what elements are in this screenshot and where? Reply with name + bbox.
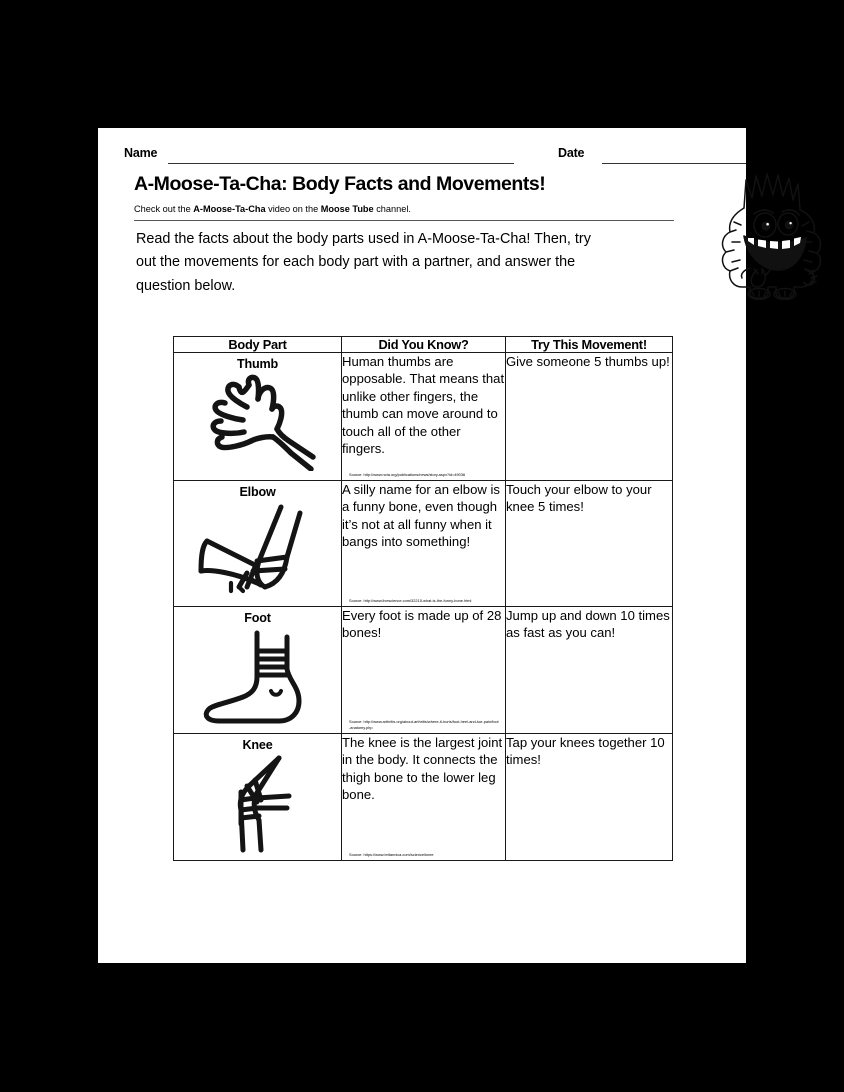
date-write-line[interactable] <box>602 163 746 164</box>
table-row <box>174 734 673 861</box>
body-part-label: Foot <box>244 611 271 625</box>
table-row <box>174 607 673 734</box>
movement-text: Give someone 5 thumbs up! <box>506 354 670 369</box>
date-label: Date <box>558 146 585 160</box>
fact-cell-foot <box>342 607 506 734</box>
movement-text: Jump up and down 10 times as fast as you can! <box>506 608 670 641</box>
fact-source: Source: https://www.britannica.com/science/knee <box>349 851 434 857</box>
fact-text: Every foot is made up of 28 bones! <box>342 608 502 641</box>
movement-text: Tap your knees together 10 times! <box>506 735 665 768</box>
movement-cell-knee <box>506 734 673 861</box>
column-header-body-part: Body Part <box>174 337 342 353</box>
fact-source: Source: http://www.ncta.org/publications/news/story.aspx?id=49036 <box>349 471 466 477</box>
body-facts-table <box>173 336 673 861</box>
body-part-label: Knee <box>242 738 273 752</box>
page-subtitle <box>134 204 411 214</box>
bent-leg-knee-illustration-icon <box>174 752 341 857</box>
table-header-row <box>174 337 673 353</box>
fact-cell-thumb <box>342 353 506 481</box>
page-title: A-Moose-Ta-Cha: Body Facts and Movements! <box>134 173 546 195</box>
name-date-row <box>124 146 722 168</box>
movement-cell-thumb <box>506 353 673 481</box>
body-part-cell-foot <box>174 607 342 734</box>
table-row <box>174 353 673 481</box>
fact-source: Source: http://www.arthritis.org/about-arthritis/where-it-hurts/foot-heel-and-toe-pain/foot-anatomy.php <box>349 719 499 730</box>
movement-cell-elbow <box>506 481 673 607</box>
subtitle-text-2: video on the <box>265 204 321 214</box>
title-divider <box>134 220 674 221</box>
fact-cell-knee <box>342 734 506 861</box>
subtitle-channel-name: Moose Tube <box>320 204 374 214</box>
body-part-cell-knee <box>174 734 342 861</box>
fact-text: A silly name for an elbow is a funny bone, even though it’s not at all funny when it bangs into something! <box>342 482 500 550</box>
foot-illustration-icon <box>174 625 341 725</box>
subtitle-text-3: channel. <box>373 204 411 214</box>
table-row <box>174 481 673 607</box>
body-part-label: Thumb <box>237 357 278 371</box>
name-write-line[interactable] <box>168 163 514 164</box>
movement-text: Touch your elbow to your knee 5 times! <box>506 482 652 515</box>
name-label: Name <box>124 146 158 160</box>
column-header-did-you-know: Did You Know? <box>342 337 506 353</box>
subtitle-text-1: Check out the <box>134 204 194 214</box>
bent-arm-elbow-illustration-icon <box>174 499 341 599</box>
column-header-try-this-movement: Try This Movement! <box>506 337 673 353</box>
furry-monster-icon <box>710 170 832 300</box>
fact-text: Human thumbs are opposable. That means that unlike other fingers, the thumb can move around to touch all of the other fingers. <box>342 354 505 457</box>
body-part-cell-elbow <box>174 481 342 607</box>
subtitle-video-name: A-Moose-Ta-Cha <box>193 204 266 214</box>
body-part-label: Elbow <box>239 485 276 499</box>
body-part-cell-thumb <box>174 353 342 481</box>
fact-source: Source: http://www.livescience.com/32215-what-is-the-funny-bone.html <box>349 597 472 603</box>
movement-cell-foot <box>506 607 673 734</box>
instructions-paragraph: Read the facts about the body parts used in A-Moose-Ta-Cha! Then, try out the movements for each body part with a partner, and answer the question below. <box>136 231 591 294</box>
hand-thumb-illustration-icon <box>174 371 341 471</box>
fact-cell-elbow <box>342 481 506 607</box>
worksheet-page <box>98 128 746 963</box>
fact-text: The knee is the largest joint in the body. It connects the thigh bone to the lower leg bone. <box>342 735 503 803</box>
